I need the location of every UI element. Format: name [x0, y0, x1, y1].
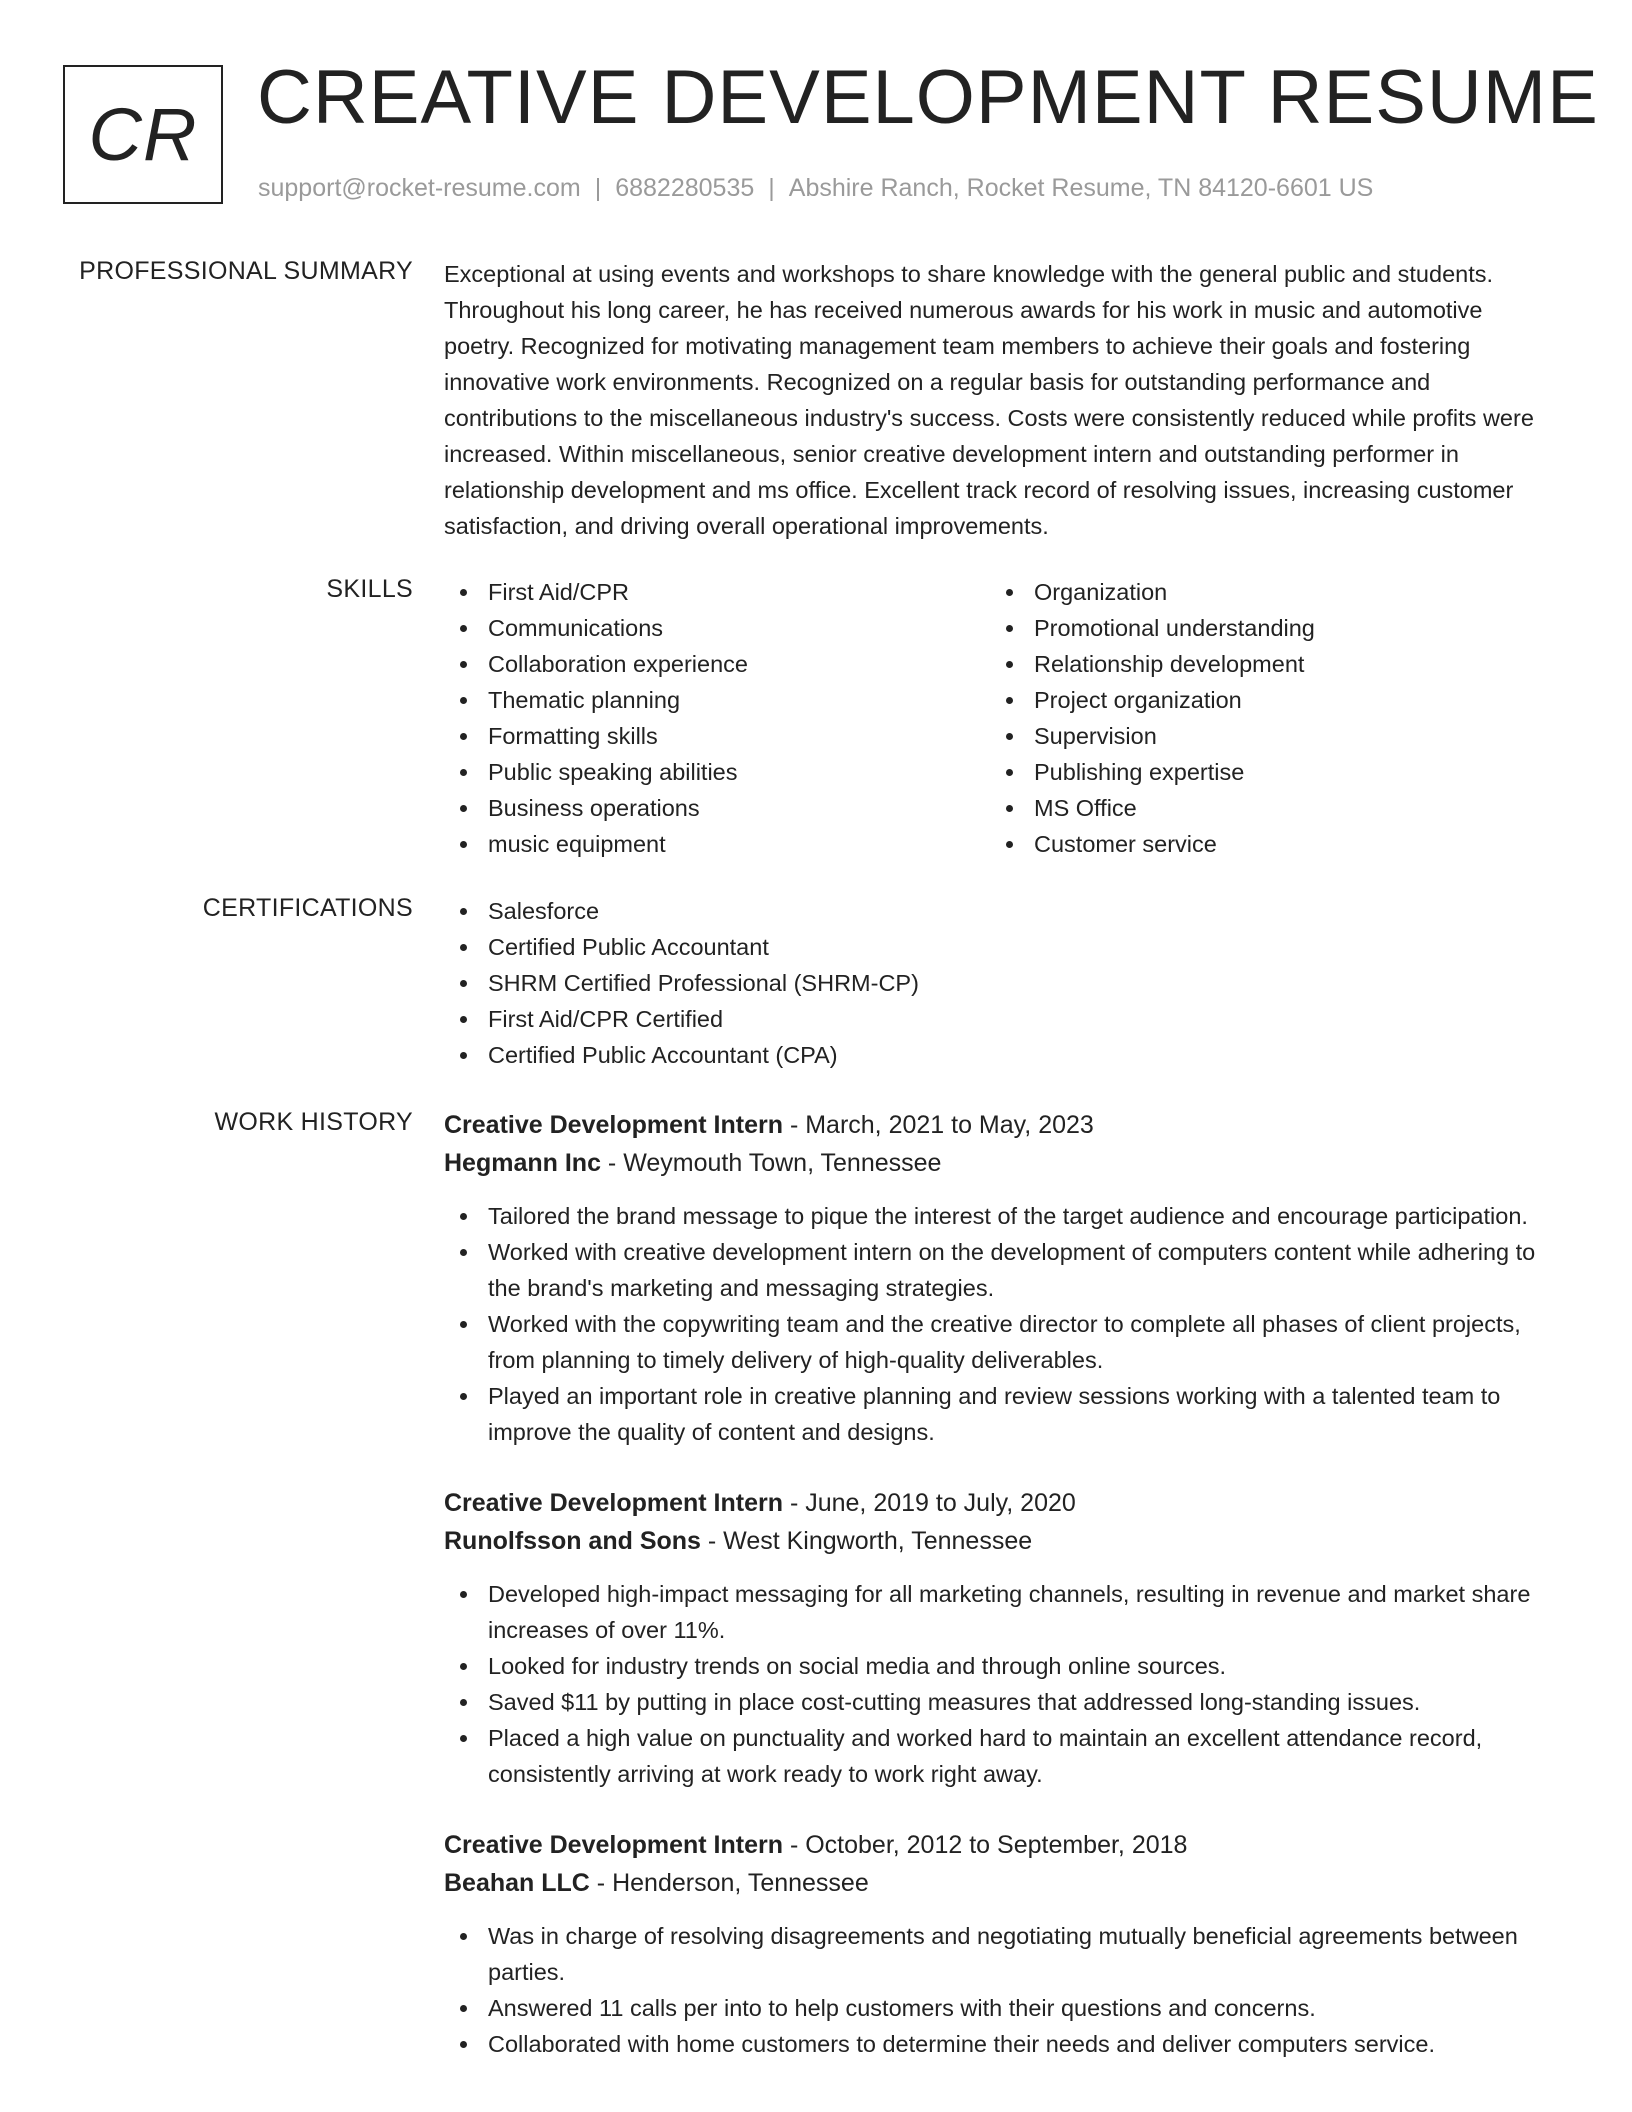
- skill-item: Collaboration experience: [444, 646, 990, 682]
- contact-address: Abshire Ranch, Rocket Resume, TN 84120-6601 US: [788, 174, 1374, 202]
- job-bullet: Looked for industry trends on social media and through online sources.: [444, 1648, 1556, 1684]
- skill-item: Business operations: [444, 790, 990, 826]
- summary-body: [444, 256, 1556, 544]
- job-dates: - March, 2021 to May, 2023: [783, 1111, 1094, 1139]
- job-bullet: Worked with the copywriting team and the creative director to complete all phases of client projects, from planning to timely delivery of high-quality deliverables.: [444, 1306, 1556, 1378]
- job-entry: [444, 1106, 1556, 1450]
- summary-text: Exceptional at using events and workshops to share knowledge with the general public and students. Throughout his long career, he has received numerous awards for his work in music and automotive poetry. Recognized for motivating management team members to achieve their goals and fostering innovative work environments. Recognized on a regular basis for outstanding performance and contributions to the miscellaneous industry's success. Costs were consistently reduced while profits were increased. Within miscellaneous, senior creative development intern and outstanding performer in relationship development and ms office. Excellent track record of resolving issues, increasing customer satisfaction, and driving overall operational improvements.: [444, 261, 1534, 539]
- certifications-heading: CERTIFICATIONS: [202, 894, 413, 922]
- skill-item: music equipment: [444, 826, 990, 862]
- job-bullet: Developed high-impact messaging for all marketing channels, resulting in revenue and market share increases of over 11%.: [444, 1576, 1556, 1648]
- job-dates: - October, 2012 to September, 2018: [783, 1831, 1188, 1859]
- job-bullet: Answered 11 calls per into to help customers with their questions and concerns.: [444, 1990, 1556, 2026]
- job-title: Creative Development Intern: [444, 1831, 783, 1859]
- job-entry: [444, 1484, 1556, 1792]
- certification-item: SHRM Certified Professional (SHRM-CP): [444, 965, 1556, 1001]
- skill-item: MS Office: [990, 790, 1536, 826]
- skill-item: Public speaking abilities: [444, 754, 990, 790]
- job-location: - Henderson, Tennessee: [589, 1869, 869, 1897]
- job-title: Creative Development Intern: [444, 1489, 783, 1517]
- job-company-line: [444, 1522, 1556, 1560]
- summary-heading: PROFESSIONAL SUMMARY: [79, 257, 413, 285]
- skills-heading: SKILLS: [326, 575, 413, 603]
- certifications-list: [444, 893, 1556, 1073]
- skill-item: Supervision: [990, 718, 1536, 754]
- skill-item: Publishing expertise: [990, 754, 1536, 790]
- monogram-badge: [63, 65, 223, 204]
- job-title-line: [444, 1484, 1556, 1522]
- job-company: Beahan LLC: [444, 1869, 590, 1897]
- job-location: - West Kingworth, Tennessee: [700, 1527, 1033, 1555]
- job-location: - Weymouth Town, Tennessee: [600, 1149, 942, 1177]
- job-title-line: [444, 1826, 1556, 1864]
- skill-item: Formatting skills: [444, 718, 990, 754]
- skill-item: Customer service: [990, 826, 1536, 862]
- job-bullet: Played an important role in creative planning and review sessions working with a talented team to improve the quality of content and designs.: [444, 1378, 1556, 1450]
- work-history-heading: WORK HISTORY: [214, 1108, 413, 1136]
- job-bullet: Saved $11 by putting in place cost-cutting measures that addressed long-standing issues.: [444, 1684, 1556, 1720]
- job-entry: [444, 1826, 1556, 2062]
- job-dates: - June, 2019 to July, 2020: [783, 1489, 1076, 1517]
- job-bullet: Worked with creative development intern on the development of computers content while adhering to the brand's marketing and messaging strategies.: [444, 1234, 1556, 1306]
- resume-title: CREATIVE DEVELOPMENT RESUME: [257, 55, 1599, 140]
- skill-item: Promotional understanding: [990, 610, 1536, 646]
- job-bullets: [444, 1198, 1556, 1450]
- job-title: Creative Development Intern: [444, 1111, 783, 1139]
- job-company-line: [444, 1144, 1556, 1182]
- certification-item: Salesforce: [444, 893, 1556, 929]
- certification-item: Certified Public Accountant: [444, 929, 1556, 965]
- job-bullet: Collaborated with home customers to determine their needs and deliver computers service.: [444, 2026, 1556, 2062]
- job-bullet: Placed a high value on punctuality and worked hard to maintain an excellent attendance record, consistently arriving at work ready to work right away.: [444, 1720, 1556, 1792]
- certifications-body: [444, 893, 1556, 1073]
- skill-item: Communications: [444, 610, 990, 646]
- skills-body: [444, 574, 1556, 862]
- job-company: Hegmann Inc: [444, 1149, 601, 1177]
- skill-item: Thematic planning: [444, 682, 990, 718]
- skills-list-right: [990, 574, 1536, 862]
- job-bullets: [444, 1576, 1556, 1792]
- job-bullet: Was in charge of resolving disagreements and negotiating mutually beneficial agreements between parties.: [444, 1918, 1556, 1990]
- job-company-line: [444, 1864, 1556, 1902]
- skill-item: First Aid/CPR: [444, 574, 990, 610]
- job-bullets: [444, 1918, 1556, 2062]
- contact-phone: 6882280535: [615, 174, 755, 202]
- job-bullet: Tailored the brand message to pique the interest of the target audience and encourage participation.: [444, 1198, 1556, 1234]
- skills-list-left: [444, 574, 990, 862]
- job-company: Runolfsson and Sons: [444, 1527, 701, 1555]
- monogram-text: CR: [88, 93, 198, 176]
- job-title-line: [444, 1106, 1556, 1144]
- skill-item: Relationship development: [990, 646, 1536, 682]
- certification-item: First Aid/CPR Certified: [444, 1001, 1556, 1037]
- contact-line: [258, 174, 1373, 203]
- contact-email: support@rocket-resume.com: [258, 174, 581, 202]
- contact-separator: |: [594, 174, 602, 202]
- skill-item: Project organization: [990, 682, 1536, 718]
- work-history-body: [444, 1106, 1556, 2096]
- contact-separator: |: [768, 174, 775, 202]
- certification-item: Certified Public Accountant (CPA): [444, 1037, 1556, 1073]
- skill-item: Organization: [990, 574, 1536, 610]
